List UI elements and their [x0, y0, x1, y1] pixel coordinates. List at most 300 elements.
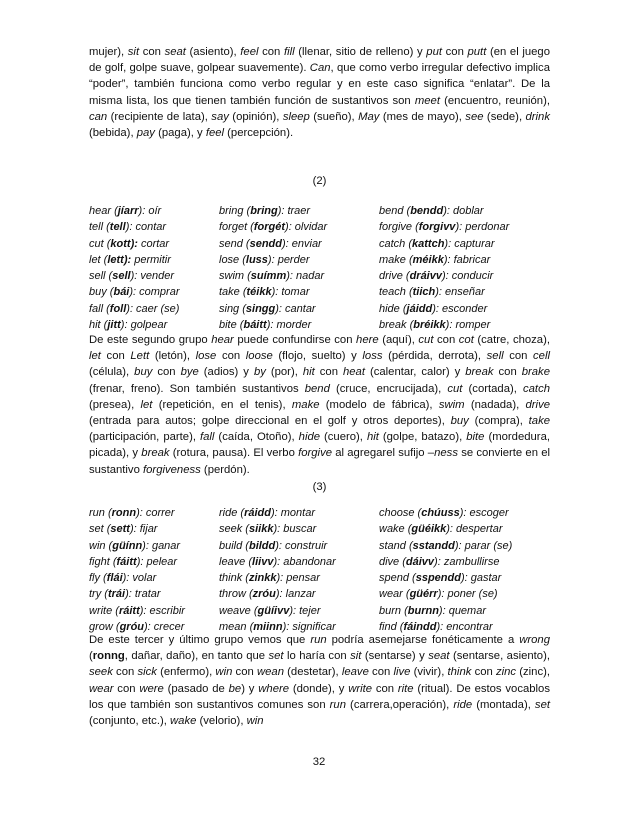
text-segment: wear (	[379, 588, 410, 601]
text-segment: (zinc),	[516, 666, 551, 679]
text-segment: ): parar (se)	[454, 539, 513, 552]
verb-entry	[219, 586, 379, 602]
text-segment: ) y	[241, 682, 259, 695]
verb-row	[89, 538, 559, 554]
verb-entry	[379, 570, 559, 586]
text-segment: zinc	[495, 666, 517, 679]
text-segment: jáidd	[406, 302, 433, 315]
text-segment: let (	[89, 253, 108, 266]
text-segment: trái	[107, 588, 126, 601]
text-segment: (flojo, suelto) y	[272, 350, 363, 363]
text-segment: ): correr	[136, 507, 175, 519]
verb-entry	[379, 521, 559, 537]
text-segment: (presea),	[89, 398, 141, 411]
text-segment: (frenar, freno). Son también sustantivos	[89, 382, 305, 395]
text-segment: ): enviar	[281, 237, 322, 250]
text-segment: send (	[219, 237, 250, 250]
verb-entry	[219, 252, 379, 268]
text-segment: kott):	[110, 237, 138, 250]
text-segment: choose (	[379, 507, 422, 519]
text-segment: ride (	[219, 507, 245, 519]
text-segment: let	[89, 350, 101, 363]
text-segment: ): perdonar	[455, 221, 510, 234]
text-segment: (velorio),	[196, 715, 247, 728]
text-segment: buy (	[89, 286, 114, 299]
text-segment: kattch	[412, 237, 445, 250]
text-segment: (aquí),	[378, 334, 419, 346]
group-3-heading: (3)	[312, 481, 327, 493]
verb-entry	[89, 219, 219, 235]
text-segment: ): morder	[266, 319, 312, 332]
text-segment: fall	[199, 431, 215, 444]
text-segment: con	[503, 350, 534, 363]
text-segment: (percepción).	[224, 127, 294, 140]
verb-entry	[219, 521, 379, 537]
text-segment: forgive (	[379, 221, 419, 234]
verb-row	[89, 252, 559, 268]
text-segment: burnn	[407, 604, 439, 617]
text-segment: , dañar, daño), en tanto que	[124, 650, 269, 663]
verb-entry	[219, 554, 379, 570]
text-segment: loose	[245, 350, 273, 363]
text-segment: (pérdida, derrota),	[382, 350, 487, 363]
text-segment: bring	[250, 205, 278, 217]
text-segment: fáindd	[403, 621, 437, 634]
text-segment: spend (	[379, 572, 416, 585]
text-segment: set	[268, 650, 284, 663]
verb-entry	[219, 203, 379, 219]
text-segment: ): fijar	[129, 523, 158, 536]
text-segment: set (	[89, 523, 111, 536]
text-segment: fáitt	[116, 555, 137, 568]
group-3-table	[89, 505, 559, 635]
text-segment: ronng	[92, 650, 125, 663]
text-segment: sleep	[282, 110, 310, 123]
text-segment: cot	[458, 334, 474, 346]
text-segment: bring (	[219, 205, 251, 217]
text-segment: con	[471, 666, 496, 679]
text-segment: hit (	[89, 319, 108, 332]
text-segment: sit	[350, 650, 362, 663]
text-segment: take (	[219, 286, 247, 299]
text-segment: tell	[109, 221, 126, 234]
verb-row	[89, 284, 559, 300]
text-segment: (caída, Otoño),	[214, 431, 299, 444]
text-segment: hit	[366, 431, 379, 444]
text-segment: take	[528, 415, 551, 428]
text-segment: (carrera,operación),	[346, 698, 454, 711]
text-segment: foll	[109, 302, 127, 315]
text-segment: zróu	[252, 588, 276, 601]
verb-row	[89, 219, 559, 235]
text-segment: brake	[521, 366, 550, 379]
verb-entry	[219, 317, 379, 333]
text-segment: lo haría con	[283, 650, 351, 663]
verb-entry	[219, 219, 379, 235]
verb-entry	[219, 505, 379, 521]
text-segment: tell (	[89, 221, 110, 234]
verb-row	[89, 603, 559, 619]
text-segment: , que como verbo irregular defectivo implica “poder”, también funciona como verbo regular y en este caso significa “enlatar”. De la misma lista, los que tienen también función de sustantivos son	[89, 62, 550, 107]
text-segment: suímm	[250, 270, 287, 283]
intro-paragraph	[89, 44, 550, 141]
text-segment: (adios) y	[198, 366, 254, 379]
verb-row	[89, 236, 559, 252]
verb-entry	[379, 538, 559, 554]
verb-entry	[379, 603, 559, 619]
verb-entry	[89, 586, 219, 602]
text-segment: ): fabricar	[443, 253, 491, 266]
text-segment: (modelo de fábrica),	[319, 398, 439, 411]
text-segment: leave (	[219, 555, 253, 568]
text-segment: ): ganar	[142, 539, 181, 552]
verb-entry	[89, 603, 219, 619]
text-segment: (perdón).	[200, 463, 250, 476]
text-segment: fly (	[89, 572, 107, 585]
text-segment: flái	[106, 572, 123, 585]
text-segment: rite	[397, 682, 414, 695]
verb-row	[89, 505, 559, 521]
verb-entry	[219, 301, 379, 317]
text-segment: wear	[89, 682, 114, 695]
text-segment: ): caer (se)	[126, 302, 180, 315]
text-segment: bye	[180, 366, 199, 379]
text-segment: here	[356, 334, 379, 346]
text-segment: ): contar	[125, 221, 167, 234]
text-segment: be	[228, 682, 242, 695]
text-segment: singg	[245, 302, 276, 315]
text-segment: jitt	[107, 319, 121, 332]
verb-entry	[219, 268, 379, 284]
text-segment: con	[112, 666, 138, 679]
text-segment: catch (	[379, 237, 413, 250]
text-segment: sell	[112, 270, 131, 283]
text-segment: ness	[434, 447, 458, 460]
text-segment: (mes de mayo),	[379, 110, 466, 123]
text-segment: (destetar),	[283, 666, 342, 679]
text-segment: puede confundirse con	[233, 334, 357, 346]
text-segment: (pasado de	[163, 682, 229, 695]
text-segment: (sueño),	[309, 110, 359, 123]
page-number: 32	[312, 756, 326, 768]
text-segment: ): doblar	[443, 205, 484, 217]
text-segment: were	[139, 682, 164, 695]
text-segment: zinkk	[248, 572, 277, 585]
verb-entry	[89, 505, 219, 521]
text-segment: bite (	[219, 319, 244, 332]
text-segment: ): oír	[138, 205, 162, 217]
text-segment: drive (	[379, 270, 410, 283]
text-segment: con	[442, 46, 468, 58]
text-segment: hide (	[379, 302, 407, 315]
text-segment: swim	[438, 398, 465, 411]
text-segment: güérr	[409, 588, 438, 601]
text-segment: weave (	[219, 604, 258, 617]
text-segment: burn (	[379, 604, 408, 617]
text-segment: miinn	[253, 621, 283, 634]
text-segment: (enfermo),	[156, 666, 216, 679]
text-segment: sett	[110, 523, 130, 536]
text-segment: al agregarel sufijo –	[332, 447, 435, 460]
text-segment: forgivv	[418, 221, 456, 234]
text-segment: (encuentro, reunión),	[439, 94, 550, 107]
text-segment: ): zambullirse	[434, 555, 500, 568]
text-segment: hit	[302, 366, 315, 379]
verb-row	[89, 570, 559, 586]
text-segment: ): encontrar	[436, 621, 493, 634]
text-segment: (sentarse, asiento),	[449, 650, 550, 663]
text-segment: forgét	[253, 221, 286, 234]
text-segment: teach (	[379, 286, 413, 299]
text-segment: (sentarse) y	[361, 650, 429, 663]
text-segment: méikk	[412, 253, 444, 266]
text-segment: run (	[89, 507, 112, 519]
verb-entry	[379, 301, 559, 317]
text-segment: think (	[219, 572, 249, 585]
text-segment: chúuss	[421, 507, 460, 519]
text-segment: ): lanzar	[275, 588, 316, 601]
text-segment: ): conducir	[441, 270, 494, 283]
text-segment: ): cantar	[275, 302, 316, 315]
text-segment: pay	[136, 127, 155, 140]
text-segment: say	[211, 110, 229, 123]
text-segment: ): abandonar	[273, 555, 336, 568]
verb-entry	[89, 252, 219, 268]
text-segment: run	[310, 634, 327, 646]
verb-entry	[89, 554, 219, 570]
verb-row	[89, 268, 559, 284]
text-segment: ): pensar	[276, 572, 320, 585]
text-segment: ): esconder	[432, 302, 488, 315]
text-segment: put	[426, 46, 443, 58]
text-segment: ): capturar	[444, 237, 495, 250]
text-segment: con	[139, 46, 165, 58]
verb-row	[89, 203, 559, 219]
text-segment: ): construir	[275, 539, 328, 552]
text-segment: fight (	[89, 555, 117, 568]
verb-entry	[379, 554, 559, 570]
text-segment: lose	[195, 350, 217, 363]
verb-entry	[379, 203, 559, 219]
text-segment: sick	[137, 666, 157, 679]
text-segment: ): significar	[282, 621, 336, 634]
text-segment: feel	[240, 46, 259, 58]
verb-entry	[379, 236, 559, 252]
text-segment: mujer),	[89, 46, 128, 58]
text-segment: win	[215, 666, 233, 679]
verb-entry	[89, 268, 219, 284]
text-segment: bend (	[379, 205, 411, 217]
verb-row	[89, 554, 559, 570]
text-segment: con	[216, 350, 246, 363]
text-segment: cell	[533, 350, 550, 363]
text-segment: (repetición, en el tenis),	[152, 398, 292, 411]
verb-entry	[379, 317, 559, 333]
text-segment: stand (	[379, 539, 413, 552]
text-segment: ): crecer	[144, 621, 185, 634]
text-segment: liivv	[252, 555, 274, 568]
text-segment: sspendd	[415, 572, 461, 585]
text-segment: cut	[418, 334, 434, 346]
text-segment: (donde), y	[289, 682, 349, 695]
text-segment: write (	[89, 604, 119, 617]
text-segment: ): escribir	[139, 604, 185, 617]
paragraph-2	[89, 332, 550, 478]
text-segment: ): despertar	[446, 523, 503, 536]
text-segment: heat	[342, 366, 365, 379]
text-segment: cortar	[137, 237, 170, 250]
verb-entry	[219, 236, 379, 252]
text-segment: con	[368, 666, 394, 679]
text-segment: se convierte en el sustantivo	[89, 447, 551, 476]
text-segment: gróu	[119, 621, 145, 634]
text-segment: putt	[467, 46, 487, 58]
text-segment: lose (	[219, 253, 246, 266]
text-segment: (conjunto, etc.),	[89, 715, 170, 728]
text-segment: swim (	[219, 270, 251, 283]
text-segment: téikk	[246, 286, 272, 299]
text-segment: build (	[219, 539, 249, 552]
text-segment: lett):	[107, 253, 132, 266]
text-segment: hear	[211, 334, 234, 346]
text-segment: drive	[525, 398, 551, 411]
verb-entry	[89, 317, 219, 333]
text-segment: ): vender	[130, 270, 175, 283]
text-segment: güíivv	[257, 604, 290, 617]
text-segment: drink	[525, 110, 550, 123]
text-segment: (letón),	[149, 350, 196, 363]
text-segment: ): golpear	[120, 319, 168, 332]
text-segment: con	[314, 366, 343, 379]
text-segment: throw (	[219, 588, 253, 601]
text-segment: sell (	[89, 270, 113, 283]
text-segment: meet	[414, 94, 440, 107]
text-segment: buy	[450, 415, 469, 428]
text-segment: Can	[309, 62, 331, 75]
text-segment: make	[291, 398, 320, 411]
text-segment: (opinión),	[228, 110, 283, 123]
text-segment: try (	[89, 588, 108, 601]
text-segment: ): tejer	[289, 604, 321, 617]
verb-row	[89, 317, 559, 333]
text-segment: ): comprar	[129, 286, 180, 299]
text-segment: ): buscar	[273, 523, 317, 536]
text-segment: feel	[205, 127, 225, 140]
text-segment: forget (	[219, 221, 254, 234]
text-segment: seek	[89, 666, 113, 679]
verb-entry	[379, 268, 559, 284]
text-segment: con	[493, 366, 522, 379]
verb-entry	[219, 284, 379, 300]
text-segment: ride	[453, 698, 473, 711]
text-segment: live	[393, 666, 411, 679]
text-segment: dive (	[379, 555, 406, 568]
text-segment: catch	[523, 382, 551, 395]
text-segment: by	[253, 366, 266, 379]
text-segment: De este tercer y último grupo vemos que	[89, 634, 311, 646]
verb-row	[89, 586, 559, 602]
text-segment: see	[465, 110, 484, 123]
text-segment: ): perder	[267, 253, 310, 266]
text-segment: (montada),	[472, 698, 535, 711]
text-segment: break (	[379, 319, 414, 332]
verb-entry	[379, 219, 559, 235]
verb-entry	[379, 252, 559, 268]
text-segment: bái	[113, 286, 130, 299]
verb-entry	[219, 538, 379, 554]
text-segment: con	[232, 666, 257, 679]
text-segment: (cuero),	[320, 431, 367, 444]
text-segment: con	[100, 350, 131, 363]
text-segment: jíarr	[117, 205, 139, 217]
text-segment: forgiveness	[143, 463, 201, 476]
verb-entry	[89, 301, 219, 317]
text-segment: grow (	[89, 621, 120, 634]
text-segment: (asiento),	[185, 46, 241, 58]
text-segment: bend	[304, 382, 330, 395]
text-segment: win (	[89, 539, 113, 552]
text-segment: (ritual). De estos vocablos los que también son sustantivos comunes son	[89, 682, 550, 711]
text-segment: (	[89, 650, 93, 663]
text-segment: find (	[379, 621, 404, 634]
text-segment: can	[89, 110, 108, 123]
text-segment: siikk	[248, 523, 274, 536]
verb-row	[89, 521, 559, 537]
text-segment: con	[258, 46, 284, 58]
text-segment: sstandd	[412, 539, 455, 552]
text-segment: ): romper	[445, 319, 491, 332]
text-segment: where	[258, 682, 290, 695]
text-segment: buy	[134, 366, 153, 379]
verb-entry	[379, 505, 559, 521]
group-2-heading: (2)	[312, 175, 327, 187]
text-segment: luss	[245, 253, 268, 266]
verb-entry	[219, 570, 379, 586]
text-segment: let	[140, 398, 153, 411]
text-segment: sing (	[219, 302, 246, 315]
text-segment: dáivv	[405, 555, 435, 568]
text-segment: wean	[256, 666, 284, 679]
text-segment: run	[329, 698, 346, 711]
text-segment: (llenar, sitio de relleno) y	[294, 46, 427, 58]
text-segment: make (	[379, 253, 413, 266]
group-2-table	[89, 203, 559, 333]
paragraph-3	[89, 632, 550, 729]
text-segment: bite	[466, 431, 485, 444]
text-segment: ): quemar	[438, 604, 486, 617]
text-segment: ): pelear	[136, 555, 178, 568]
text-segment: leave	[341, 666, 369, 679]
text-segment: ronn	[111, 507, 137, 519]
text-segment: güéikk	[411, 523, 447, 536]
text-segment: (compra),	[468, 415, 529, 428]
text-segment: con	[152, 366, 181, 379]
text-segment: seat	[164, 46, 186, 58]
text-segment: sendd	[249, 237, 282, 250]
text-segment: cut (	[89, 237, 111, 250]
text-segment: ): nadar	[286, 270, 325, 283]
text-segment: ): montar	[270, 507, 315, 519]
text-segment: (catre, choza),	[473, 334, 550, 346]
text-segment: (paga), y	[154, 127, 206, 140]
verb-entry	[89, 203, 219, 219]
text-segment: wake	[170, 715, 197, 728]
text-segment: con	[372, 682, 398, 695]
verb-row	[89, 301, 559, 317]
text-segment: wake (	[379, 523, 412, 536]
text-segment: (golpe, batazo),	[378, 431, 467, 444]
text-segment: ): tomar	[271, 286, 310, 299]
